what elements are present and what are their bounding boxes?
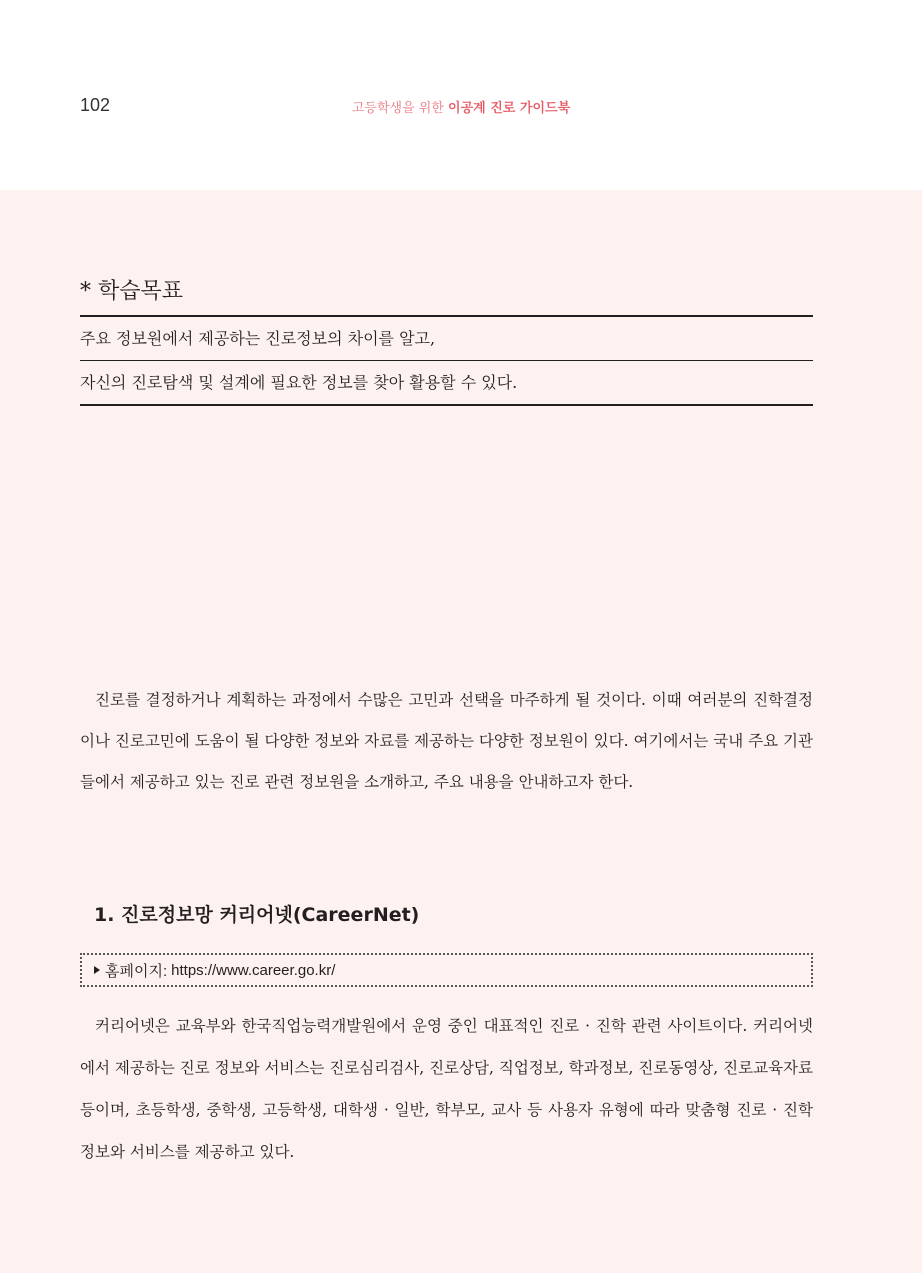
objectives-title: * 학습목표 bbox=[80, 277, 813, 317]
content-panel bbox=[0, 190, 922, 1273]
homepage-label: 홈페이지: bbox=[105, 962, 168, 980]
page-number: 102 bbox=[80, 95, 111, 115]
running-title-prefix: 고등학생을 위한 bbox=[351, 101, 449, 116]
section-body-paragraph: 커리어넷은 교육부와 한국직업능력개발원에서 운영 중인 대표적인 진로 · 진학 관련 사이트이다. 커리어넷에서 제공하는 진로 정보와 서비스는 진로심리검사, 진로상담, 직업정보, 학과정보, 진로동영상, 진로교육자료 등이며, 초등학생, 중학생, 고등학생, 대학생 · 일반, 학부모, 교사 등 사용자 유형에 따라 맞춤형 진로 · 진학 정보와 서비스를 제공하고 있다. bbox=[80, 1017, 813, 1161]
learning-objectives bbox=[80, 277, 813, 406]
page-header bbox=[0, 0, 922, 190]
objective-line-2: 자신의 진로탐색 및 설계에 필요한 정보를 찾아 활용할 수 있다. bbox=[80, 361, 813, 406]
intro-paragraph: 진로를 결정하거나 계획하는 과정에서 수많은 고민과 선택을 마주하게 될 것이다. 이때 여러분의 진학결정이나 진로고민에 도움이 될 다양한 정보와 자료를 제공하는 다양한 정보원이 있다. 여기에서는 국내 주요 기관들에서 제공하고 있는 진로 관련 정보원을 소개하고, 주요 내용을 안내하고자 한다. bbox=[80, 691, 813, 791]
running-title-bold: 이공계 진로 가이드북 bbox=[448, 101, 571, 116]
section-heading: 1. 진로정보망 커리어넷(CareerNet) bbox=[94, 904, 420, 926]
triangle-bullet-icon bbox=[94, 966, 100, 974]
objective-line-1: 주요 정보원에서 제공하는 진로정보의 차이를 알고, bbox=[80, 317, 813, 361]
homepage-link[interactable]: https://www.career.go.kr/ bbox=[171, 961, 336, 979]
homepage-box bbox=[80, 953, 813, 987]
running-title bbox=[0, 97, 922, 116]
